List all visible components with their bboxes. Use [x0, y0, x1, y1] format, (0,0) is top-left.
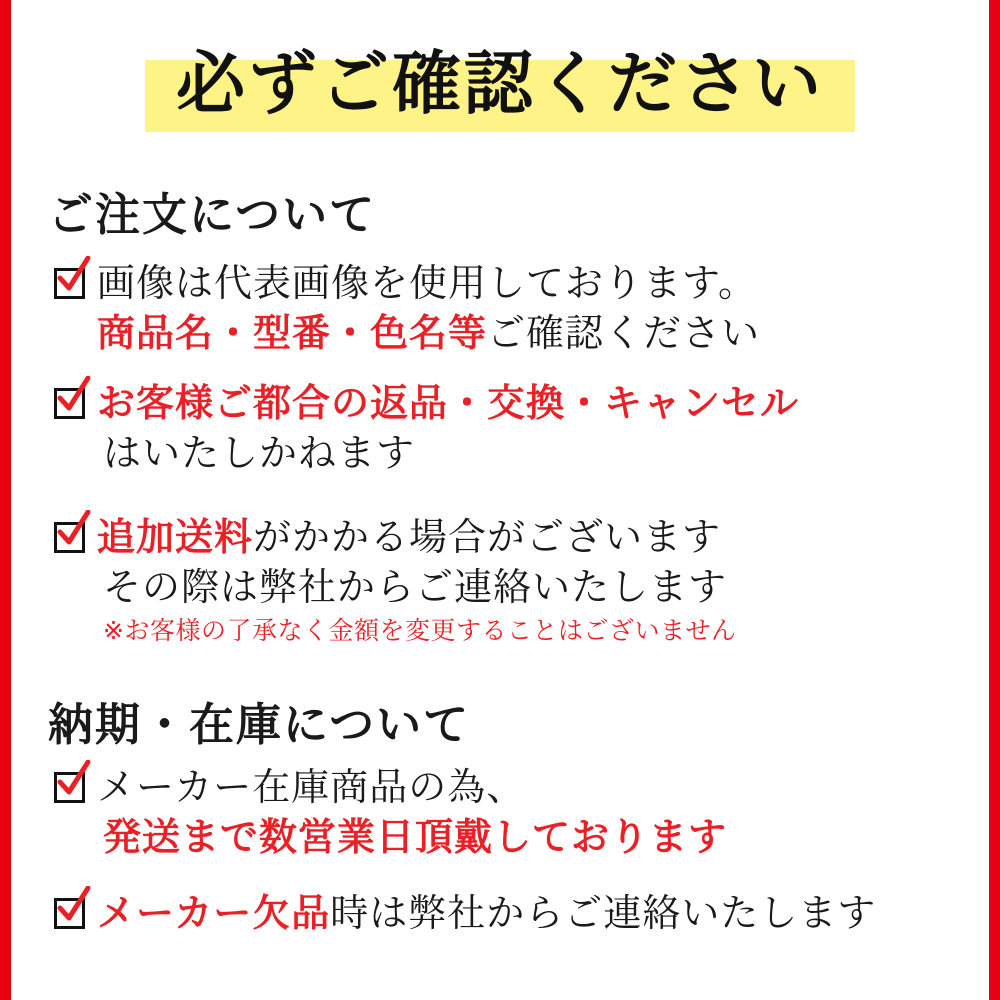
checkbox-checked-icon [51, 768, 91, 808]
list-item-line: 画像は代表画像を使用しております。 [97, 261, 757, 305]
list-item-lines [97, 888, 951, 938]
list-item [51, 258, 951, 358]
list-item-line: その際は弊社からご連絡いたします [103, 565, 728, 609]
list-item [51, 762, 951, 862]
section-heading-stock: 納期・在庫について [48, 698, 471, 751]
list-item-lines [97, 762, 951, 862]
list-item-line: メーカー在庫商品の為、 [97, 765, 526, 809]
list-item [51, 888, 951, 938]
list-item [51, 512, 951, 650]
checkbox-checked-icon [51, 384, 91, 424]
plain-text: がかかる場合がございます [253, 515, 722, 559]
emphasis-text: 商品名・型番・色名等 [97, 311, 488, 355]
list-item-lines [97, 512, 951, 650]
list-item-line: はいたしかねます [103, 431, 416, 475]
list-item-lines [97, 378, 951, 478]
right-red-border [989, 0, 1000, 1000]
list-item-line [97, 308, 951, 358]
section-heading-order: ご注文について [48, 188, 377, 241]
list-item-line [97, 888, 951, 938]
list-item-line [97, 512, 951, 562]
checkbox-checked-icon [51, 894, 91, 934]
notice-content [11, 0, 989, 1000]
plain-text: 時は弊社からご連絡いたします [330, 891, 877, 935]
emphasis-text: メーカー欠品 [97, 891, 331, 935]
title-text: 必ずご確認ください [176, 44, 824, 124]
list-item-line: 発送まで数営業日頂戴しております [103, 815, 728, 859]
page-title [11, 34, 989, 144]
checkbox-checked-icon [51, 518, 91, 558]
plain-text: ご確認ください [487, 311, 761, 355]
list-item-lines [97, 258, 951, 358]
left-red-border [0, 0, 11, 1000]
checkbox-checked-icon [51, 264, 91, 304]
list-item-note: ※お客様の了承なく金額を変更することはございません [103, 616, 737, 645]
list-item [51, 378, 951, 478]
emphasis-text: 追加送料 [97, 515, 254, 559]
list-item-line: お客様ご都合の返品・交換・キャンセル [97, 381, 800, 425]
